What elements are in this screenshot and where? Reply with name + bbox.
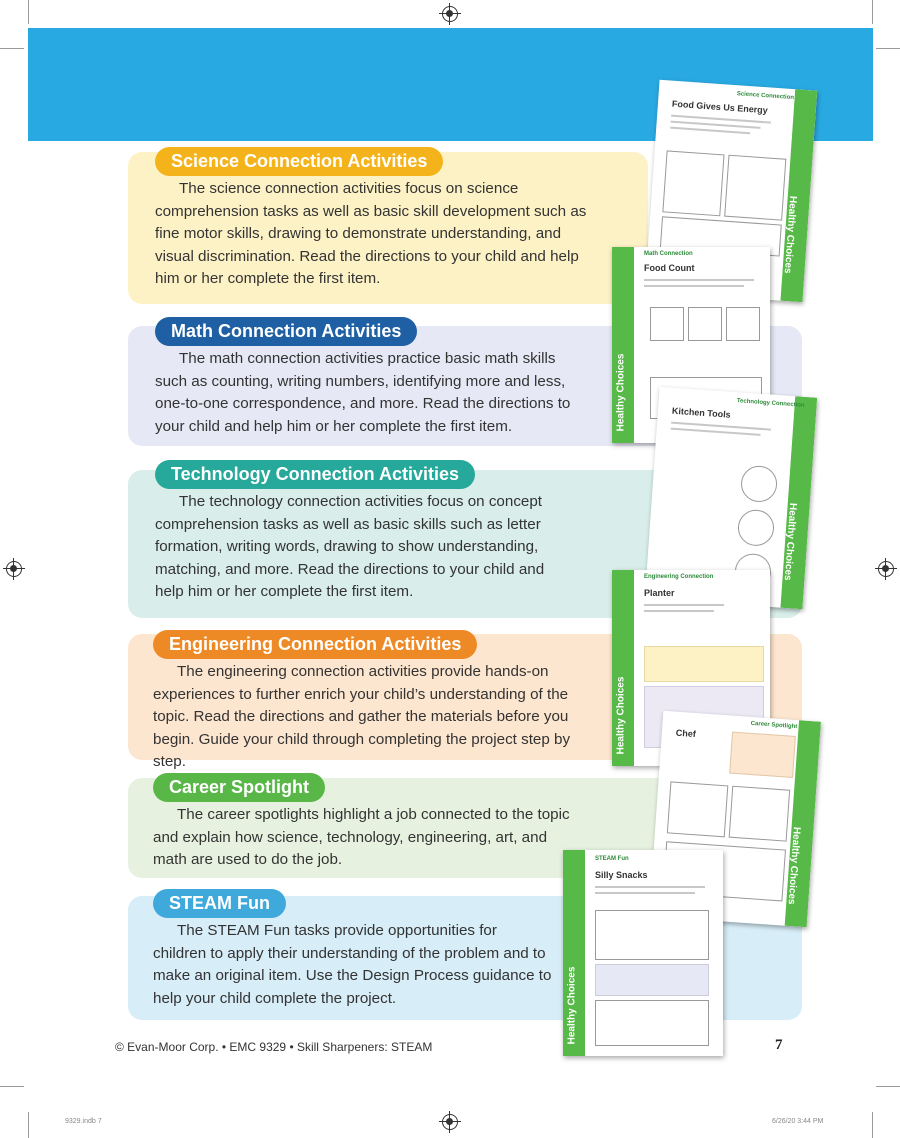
career-heading: Career Spotlight: [153, 773, 325, 802]
engineering-heading: Engineering Connection Activities: [153, 630, 477, 659]
math-card: Healthy Choices Math Connection Food Count: [612, 247, 770, 443]
slug-file: 9329.indb 7: [65, 1118, 102, 1125]
science-heading: Science Connection Activities: [155, 147, 443, 176]
registration-mark-bottom: [442, 1114, 458, 1130]
steam-heading: STEAM Fun: [153, 889, 286, 918]
math-body: The math connection activities practice basic math skills such as counting, writing numbers, identifying more and less, one-to-one correspondence, and more. Read the directions to your child and help him or her complete the first item.: [155, 350, 571, 435]
technology-heading: Technology Connection Activities: [155, 460, 475, 489]
technology-body: The technology connection activities focus on concept comprehension tasks as well as basic skills such as letter formation, writing words, drawing to show understanding, matching, and more. Read the directions to your child and help him or her complete the first item.: [155, 493, 545, 601]
science-card: Healthy Choices Science Connection Food Gives Us Energy: [645, 80, 817, 303]
registration-mark-top: [442, 6, 458, 22]
registration-mark-left: [6, 561, 22, 577]
slug-date: 6/26/20 3:44 PM: [772, 1118, 824, 1125]
technology-card: Healthy Choices Technology Connection Kitchen Tools: [645, 387, 817, 610]
footer-copyright: © Evan-Moor Corp. • EMC 9329 • Skill Sharpeners: STEAM: [115, 1040, 433, 1054]
math-heading: Math Connection Activities: [155, 317, 417, 346]
engineering-card: Healthy Choices Engineering Connection Planter: [612, 570, 770, 766]
steam-body: The STEAM Fun tasks provide opportunities for children to apply their understanding of the problem and to make an original item. Use the Design Process guidance to help your child complete the project.: [153, 922, 552, 1007]
registration-mark-right: [878, 561, 894, 577]
steam-card: Healthy Choices STEAM Fun Silly Snacks: [563, 850, 723, 1056]
science-body: The science connection activities focus on science comprehension tasks as well as basic skill development such as fine motor skills, drawing to demonstrate understanding, and visual discrimination. Read the directions to your child and help him or her complete the first item.: [155, 180, 587, 288]
page-number: 7: [775, 1037, 783, 1053]
career-body: The career spotlights highlight a job connected to the topic and explain how science, technology, engineering, art, and math are used to do the job.: [153, 806, 570, 869]
career-card: Healthy Choices Career Spotlight Chef: [649, 711, 821, 928]
engineering-body: The engineering connection activities provide hands-on experiences to further enrich your child’s understanding of the topic. Read the directions and gather the materials before you begin. Guide your child through completing the project step by step.: [153, 663, 571, 771]
